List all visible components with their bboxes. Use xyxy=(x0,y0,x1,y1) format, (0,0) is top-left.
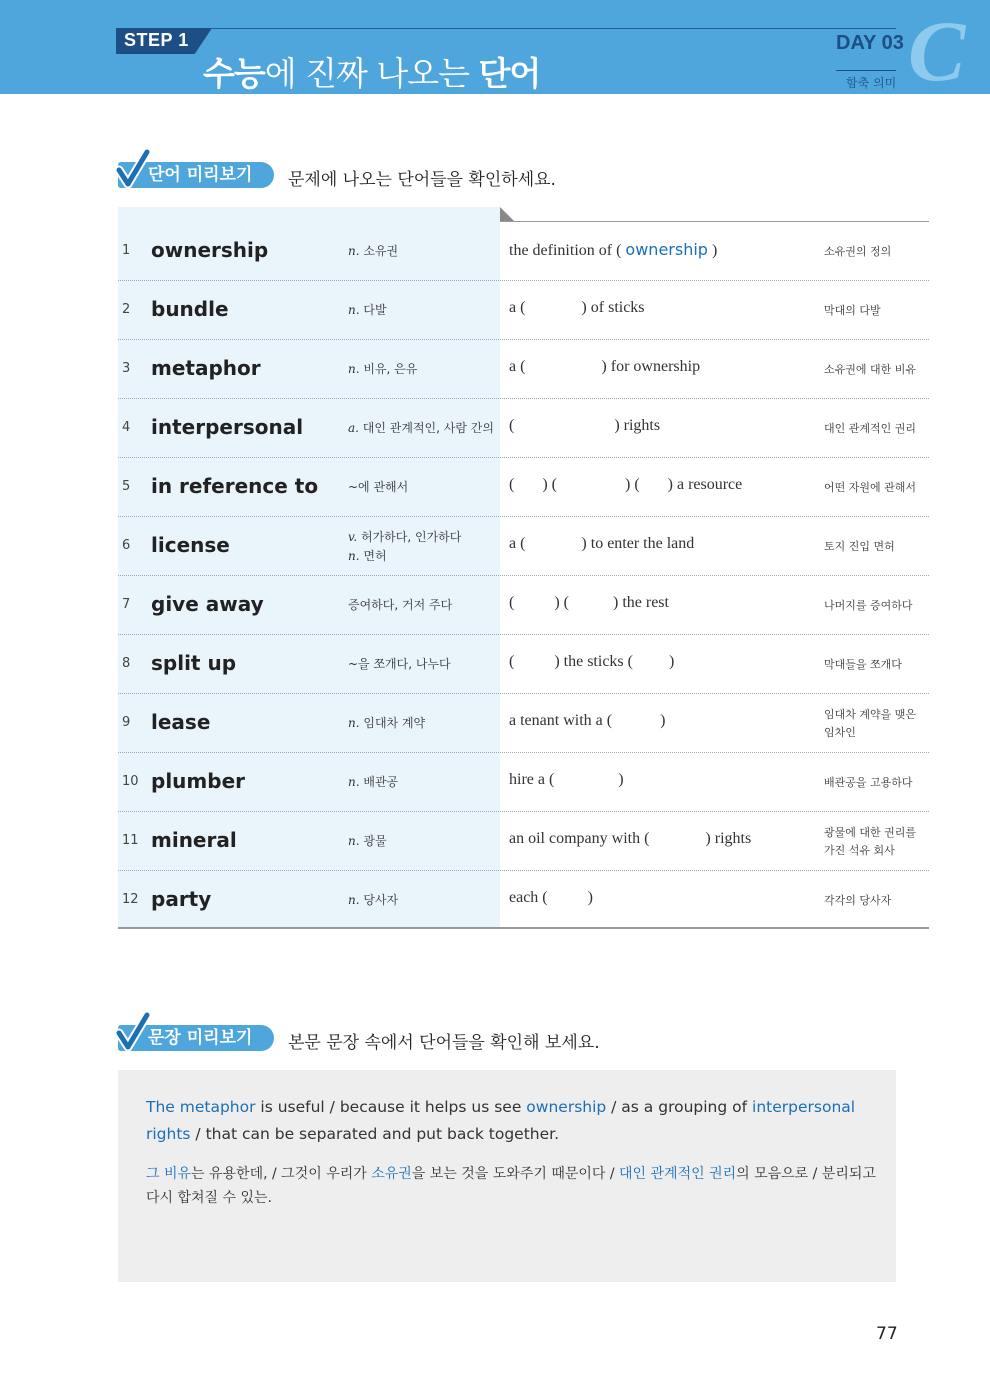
meaning-text: ~에 관해서 xyxy=(348,480,409,494)
vocab-meaning xyxy=(348,528,461,566)
meaning-line xyxy=(348,655,451,674)
vocab-row xyxy=(118,871,929,930)
meaning-text: 비유, 은유 xyxy=(359,362,418,376)
header-rule xyxy=(200,28,896,29)
title-part-2: 에 진짜 나오는 xyxy=(264,54,479,93)
vocab-row xyxy=(118,635,929,694)
meaning-text: ~을 쪼개다, 나누다 xyxy=(348,657,451,671)
part-of-speech: n. xyxy=(348,893,360,907)
vocab-number: 1 xyxy=(122,242,131,258)
vocab-meaning xyxy=(348,419,494,438)
meaning-line xyxy=(348,242,398,261)
meaning-line xyxy=(348,714,425,733)
example-phrase xyxy=(509,417,660,435)
sentence-text: 는 유용한데, / 그것이 우리가 xyxy=(191,1166,372,1182)
sentence-text: 을 보는 것을 도와주기 때문이다 / xyxy=(411,1166,620,1182)
vocab-meaning xyxy=(348,301,387,320)
vocab-number: 6 xyxy=(122,537,131,553)
example-phrase xyxy=(509,476,742,494)
vocab-meaning xyxy=(348,655,451,674)
phrase-translation xyxy=(824,538,895,556)
vocab-meaning xyxy=(348,832,387,851)
page-number: 77 xyxy=(876,1324,898,1344)
example-phrase xyxy=(509,299,645,317)
highlighted-term: 그 비유 xyxy=(146,1166,192,1182)
example-phrase xyxy=(509,240,717,260)
meaning-line xyxy=(348,596,452,615)
part-of-speech: n. xyxy=(348,834,360,848)
phrase-text: a tenant with a ( ) xyxy=(509,711,666,729)
vocab-meaning xyxy=(348,891,398,910)
phrase-text: ( ) rights xyxy=(509,416,661,434)
vocab-number: 3 xyxy=(122,360,131,376)
part-of-speech: n. xyxy=(348,362,360,376)
part-of-speech: n. xyxy=(348,548,360,563)
title-part-3: 단어 xyxy=(478,54,541,93)
meaning-line xyxy=(348,891,398,910)
answer-word: ownership xyxy=(625,239,708,259)
vocab-number: 12 xyxy=(122,891,139,907)
vocab-row xyxy=(118,222,929,281)
part-of-speech: a. xyxy=(348,421,359,435)
phrase-translation xyxy=(824,420,916,438)
phrase-text: a ( ) of sticks xyxy=(509,298,645,316)
example-phrase xyxy=(509,830,751,848)
vocab-row xyxy=(118,812,929,871)
title-part-1: 수능 xyxy=(203,54,265,93)
meaning-line xyxy=(348,773,398,792)
meaning-text: 증여하다, 거저 주다 xyxy=(348,598,453,612)
translation-line: 나머지를 증여하다 xyxy=(824,598,913,612)
translation-line: 토지 진입 면허 xyxy=(824,539,895,553)
vocab-number: 4 xyxy=(122,419,131,435)
meaning-line xyxy=(348,301,387,320)
step-label: STEP 1 xyxy=(124,30,189,50)
phrase-text: ( ) ( ) ( ) a resource xyxy=(509,475,743,493)
vocab-word: interpersonal xyxy=(151,414,304,439)
vocab-word: bundle xyxy=(151,296,229,321)
meaning-text: 광물 xyxy=(359,834,387,848)
example-phrase xyxy=(509,358,700,376)
section-label-sentence-preview xyxy=(118,1021,274,1051)
section-label-text: 단어 미리보기 xyxy=(118,162,274,188)
highlighted-term: ownership xyxy=(526,1098,607,1116)
part-of-speech: v. xyxy=(348,529,358,544)
vocab-word: give away xyxy=(151,591,264,616)
vocab-word: metaphor xyxy=(151,355,261,380)
sentence-box xyxy=(118,1070,896,1282)
vocab-row xyxy=(118,753,929,812)
vocab-word: ownership xyxy=(151,237,269,262)
part-of-speech: n. xyxy=(348,303,360,317)
meaning-text: 임대차 계약 xyxy=(359,716,426,730)
vocab-number: 10 xyxy=(122,773,139,789)
phrase-translation xyxy=(824,597,913,615)
day-subtitle: 함축 의미 xyxy=(846,76,897,90)
phrase-text: ( ) the sticks ( ) xyxy=(509,652,675,670)
sentence-text: is useful / because it helps us see xyxy=(255,1098,527,1116)
sentence-text: 의 모음으로 / 분리되고 다시 합쳐질 수 있는. xyxy=(146,1166,876,1206)
translation-line: 막대의 다발 xyxy=(824,303,881,317)
vocab-word: license xyxy=(151,532,230,557)
translation-line: 어떤 자원에 관해서 xyxy=(824,480,917,494)
vocab-row xyxy=(118,399,929,458)
highlighted-term: The metaphor xyxy=(146,1098,256,1116)
translation-line: 임대차 계약을 맺은 xyxy=(824,707,917,721)
check-icon xyxy=(116,1011,150,1051)
meaning-line xyxy=(348,528,461,547)
sentence-korean xyxy=(146,1162,876,1210)
check-icon xyxy=(116,148,150,188)
translation-line: 각각의 당사자 xyxy=(824,893,892,907)
table-bottom-rule xyxy=(118,927,929,929)
vocab-row xyxy=(118,281,929,340)
vocab-word: party xyxy=(151,886,212,911)
highlighted-term: interpersonal rights xyxy=(146,1098,856,1143)
meaning-line xyxy=(348,547,461,566)
day-label: DAY 03 xyxy=(836,32,904,54)
phrase-translation xyxy=(824,892,891,910)
phrase-translation xyxy=(824,706,916,742)
example-phrase xyxy=(509,653,674,671)
vocab-table xyxy=(118,207,929,929)
translation-line: 가진 석유 회사 xyxy=(824,843,895,857)
translation-line: 임차인 xyxy=(824,725,856,739)
vocab-row xyxy=(118,458,929,517)
day-underline xyxy=(836,70,896,71)
sentence-text: / as a grouping of xyxy=(606,1098,753,1116)
example-phrase xyxy=(509,594,669,612)
page-title xyxy=(203,48,540,94)
vocab-word: mineral xyxy=(151,827,237,852)
phrase-translation xyxy=(824,656,902,674)
vocab-meaning xyxy=(348,478,408,497)
vocab-row xyxy=(118,694,929,753)
vocab-number: 2 xyxy=(122,301,131,317)
phrase-text: ( ) ( ) the rest xyxy=(509,593,669,611)
phrase-text: a ( ) to enter the land xyxy=(509,534,695,552)
translation-line: 배관공을 고용하다 xyxy=(824,775,913,789)
phrase-text: an oil company with ( ) rights xyxy=(509,829,752,847)
vocab-word: split up xyxy=(151,650,237,675)
phrase-text: a ( ) for ownership xyxy=(509,357,701,375)
highlighted-term: 소유권 xyxy=(371,1166,412,1182)
meaning-text: 배관공 xyxy=(359,775,399,789)
vocab-meaning xyxy=(348,360,417,379)
meaning-line xyxy=(348,360,417,379)
vocab-meaning xyxy=(348,773,398,792)
translation-line: 막대들을 쪼개다 xyxy=(824,657,902,671)
phrase-text: the definition of ( xyxy=(509,241,626,259)
translation-line: 광물에 대한 권리를 xyxy=(824,825,917,839)
phrase-translation xyxy=(824,243,891,261)
section-description: 문제에 나오는 단어들을 확인하세요. xyxy=(288,170,556,190)
part-of-speech: n. xyxy=(348,244,360,258)
vocab-number: 9 xyxy=(122,714,131,730)
meaning-text: 다발 xyxy=(359,303,387,317)
meaning-line xyxy=(348,478,408,497)
vocab-number: 5 xyxy=(122,478,131,494)
phrase-translation xyxy=(824,479,916,497)
vocab-number: 8 xyxy=(122,655,131,671)
example-phrase xyxy=(509,712,665,730)
meaning-text: 허가하다, 인가하다 xyxy=(357,529,462,544)
example-phrase xyxy=(509,889,593,907)
meaning-line xyxy=(348,832,387,851)
translation-line: 소유권에 대한 비유 xyxy=(824,362,917,376)
phrase-translation xyxy=(824,824,916,860)
vocab-word: in reference to xyxy=(151,473,319,498)
part-of-speech: n. xyxy=(348,775,360,789)
meaning-text: 소유권 xyxy=(359,244,399,258)
vocab-meaning xyxy=(348,596,452,615)
phrase-text: ) xyxy=(707,241,718,259)
meaning-line xyxy=(348,419,494,438)
vocab-meaning xyxy=(348,242,398,261)
section-label-text: 문장 미리보기 xyxy=(118,1025,274,1051)
vocab-word: plumber xyxy=(151,768,245,793)
translation-line: 대인 관계적인 권리 xyxy=(824,421,917,435)
vocab-row xyxy=(118,340,929,399)
phrase-translation xyxy=(824,302,881,320)
vocab-word: lease xyxy=(151,709,211,734)
part-of-speech: n. xyxy=(348,716,360,730)
translation-line: 소유권의 정의 xyxy=(824,244,892,258)
corner-letter: C xyxy=(908,3,966,94)
highlighted-term: 대인 관계적인 권리 xyxy=(619,1166,737,1182)
vocab-row xyxy=(118,576,929,635)
vocab-number: 11 xyxy=(122,832,139,848)
phrase-text: each ( ) xyxy=(509,888,593,906)
sentence-english xyxy=(146,1094,876,1148)
meaning-text: 면허 xyxy=(359,548,387,563)
phrase-text: hire a ( ) xyxy=(509,770,624,788)
vocab-meaning xyxy=(348,714,425,733)
meaning-text: 당사자 xyxy=(359,893,399,907)
example-phrase xyxy=(509,771,624,789)
phrase-translation xyxy=(824,361,916,379)
meaning-text: 대인 관계적인, 사람 간의 xyxy=(358,421,494,435)
vocab-number: 7 xyxy=(122,596,131,612)
page-header xyxy=(0,0,990,94)
phrase-translation xyxy=(824,774,913,792)
section-description: 본문 문장 속에서 단어들을 확인해 보세요. xyxy=(288,1033,600,1053)
example-phrase xyxy=(509,535,694,553)
sentence-text: / that can be separated and put back together. xyxy=(190,1125,560,1143)
table-corner-mark xyxy=(500,207,514,221)
vocab-row xyxy=(118,517,929,576)
section-label-word-preview xyxy=(118,158,274,188)
